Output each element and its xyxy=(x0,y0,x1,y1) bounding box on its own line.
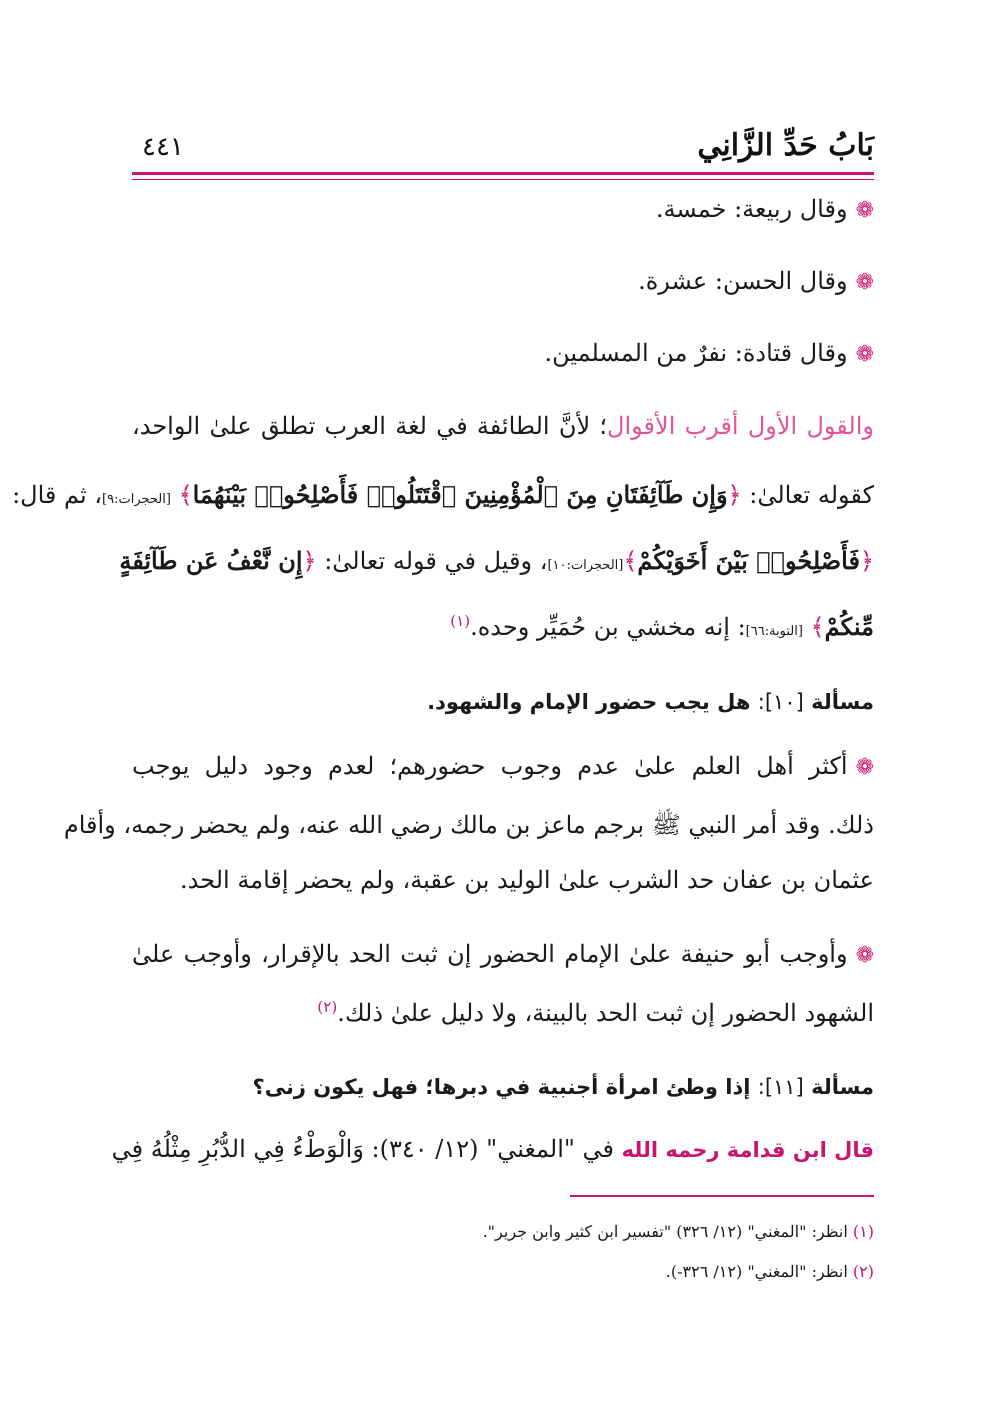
flower-bullet-icon: ❁ xyxy=(855,342,874,367)
para3-line2: الشهود الحضور إن ثبت الحد بالبينة، ولا دليل علىٰ ذلك.$^{(٢)}$ xyxy=(317,998,874,1027)
para1-line3: ﴿فَأَصْلِحُوا۟ بَيْنَ أَخَوَيْكُمْ﴾[الحجرات:١٠]، وقيل في قوله تعالىٰ: ﴿إِن نَّعْفُ عَن طَآئِفَةٍ xyxy=(119,546,874,575)
page-header xyxy=(132,128,874,172)
quran-bracket-icon: ﴿ xyxy=(727,481,742,509)
scholar-name: قال ابن قدامة رحمه الله xyxy=(621,1138,874,1162)
quran-bracket-icon: ﴾ xyxy=(178,481,193,509)
masala-11-heading: مسألة [١١]: إذا وطئ امرأة أجنبية في دبرها؛ فهل يكون زنى؟ xyxy=(252,1075,874,1099)
quran-verse: فَأَصْلِحُوا۟ بَيْنَ أَخَوَيْكُمْ xyxy=(637,546,860,575)
footnote-marker: (١) xyxy=(450,612,471,630)
opinion-qatada: ❁وقال قتادة: نفرٌ من المسلمين. xyxy=(544,339,874,367)
footnote-1: (١) انظر: "المغني" (١٢/ ٣٢٦) "تفسير ابن كثير وابن جرير". xyxy=(482,1222,874,1241)
quran-verse: إِن نَّعْفُ عَن طَآئِفَةٍ xyxy=(119,546,303,575)
verse-reference: [الحجرات:٩] xyxy=(102,492,171,507)
quran-bracket-icon: ﴿ xyxy=(859,547,874,575)
quran-verse: مِّنكُمْ xyxy=(824,612,874,641)
quran-bracket-icon: ﴿ xyxy=(302,547,317,575)
quran-verse: وَإِن طَآئِفَتَانِ مِنَ ٱلْمُؤْمِنِينَ ٱقْتَتَلُوا۟ فَأَصْلِحُوا۟ بَيْنَهُمَا xyxy=(192,480,728,509)
header-rule-thick xyxy=(132,172,874,175)
opinion-rabia: ❁وقال ربيعة: خمسة. xyxy=(655,195,874,223)
para2-line3: عثمان بن عفان حد الشرب علىٰ الوليد بن عقبة، ولم يحضر إقامة الحد. xyxy=(180,866,874,894)
para2-line1: ❁أكثر أهل العلم علىٰ عدم وجوب حضورهم؛ لعدم وجود دليل يوجب xyxy=(132,752,874,780)
para1-line1: والقول الأول أقرب الأقوال؛ لأنَّ الطائفة في لغة العرب تطلق علىٰ الواحد، xyxy=(132,412,875,440)
header-rule-thin xyxy=(132,179,874,180)
quran-bracket-icon: ﴾ xyxy=(623,547,638,575)
para3-line1: ❁وأوجب أبو حنيفة علىٰ الإمام الحضور إن ثبت الحد بالإقرار، وأوجب علىٰ xyxy=(132,940,874,968)
verse-reference: [التوبة:٦٦] xyxy=(745,624,803,639)
page-number: ٤٤١ xyxy=(142,132,184,162)
opinion-hasan: ❁وقال الحسن: عشرة. xyxy=(638,267,874,295)
flower-bullet-icon: ❁ xyxy=(855,270,874,295)
footnote-2: (٢) انظر: "المغني" (١٢/ ٣٢٦-). xyxy=(665,1262,874,1281)
footnote-marker: (٢) xyxy=(317,998,338,1016)
chapter-title: بَابُ حَدِّ الزَّانِي xyxy=(697,128,874,163)
masala-10-heading: مسألة [١٠]: هل يجب حضور الإمام والشهود. xyxy=(427,690,874,714)
para1-line2: كقوله تعالىٰ: ﴿وَإِن طَآئِفَتَانِ مِنَ ٱلْمُؤْمِنِينَ ٱقْتَتَلُوا۟ فَأَصْلِحُوا۟ بَيْنَهُمَا﴾ [الحجرات:٩]، ثم قال: xyxy=(12,480,874,509)
flower-bullet-icon: ❁ xyxy=(855,198,874,223)
flower-bullet-icon: ❁ xyxy=(855,755,874,780)
para2-line2: ذلك. وقد أمر النبي ﷺ برجم ماعز بن مالك رضي الله عنه، ولم يحضر رجمه، وأقام xyxy=(63,811,874,839)
highlighted-phrase: والقول الأول أقرب الأقوال xyxy=(607,412,875,440)
footnote-rule xyxy=(570,1195,874,1197)
para1-line4: مِّنكُمْ﴾ [التوبة:٦٦]: إنه مخشي بن حُمَيِّر وحده.$^{(١)}$ xyxy=(450,612,874,641)
qudama-line: قال ابن قدامة رحمه الله في "المغني" (١٢/ ٣٤٠): وَالْوَطْءُ فِي الدُّبُرِ مِثْلُهُ فِي xyxy=(111,1135,874,1163)
quran-bracket-icon: ﴾ xyxy=(810,613,825,641)
flower-bullet-icon: ❁ xyxy=(855,943,874,968)
verse-reference: [الحجرات:١٠] xyxy=(547,558,624,573)
